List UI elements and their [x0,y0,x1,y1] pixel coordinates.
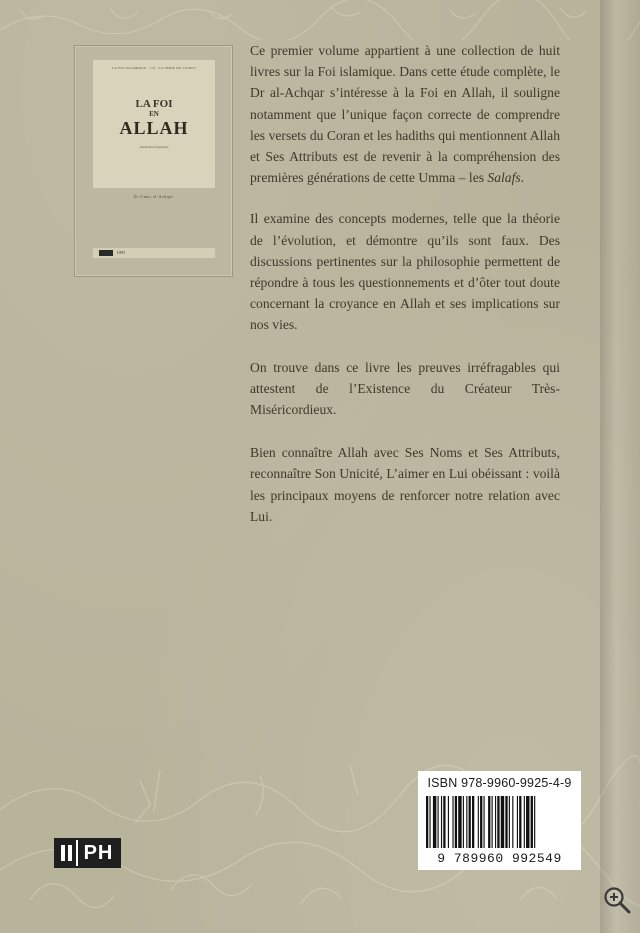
barcode-bar [472,796,474,848]
spine-edge [600,0,640,933]
iiph-logo [54,838,121,868]
logo-bar [61,845,65,861]
barcode-bar [443,796,445,848]
decorative-pattern-top [0,0,640,40]
front-cover-thumbnail [74,45,233,277]
barcode-bar [458,796,461,848]
barcode-bar [452,796,453,848]
barcode-bar [501,796,504,848]
blurb-p1-italic: Salafs [487,170,521,186]
back-cover-blurb [250,40,560,548]
blurb-paragraph-3: On trouve dans ce livre les preuves irréfragables qui attestent de l’Existence du Créateur Très-Miséricordieux. [250,359,560,418]
barcode-bar [433,796,436,848]
barcode-bar [534,796,535,848]
thumbnail-publisher-logo [99,250,113,256]
logo-bar [68,845,72,861]
barcode-bar [509,796,510,848]
barcode-bar [448,796,449,848]
blurb-paragraph-2: Il examine des concepts modernes, telle que la théorie de l’évolution, et démontre qu’ils sont faux. Des discussions pertinentes sur la philosophie permettent de répondre à tous les questionnements et d’ôter tout doute concernant la croyance en Allah et ses implications sur nos vies. [250,211,560,333]
isbn-barcode-panel [418,771,581,870]
thumbnail-title-line3: ALLAH [119,118,189,138]
thumbnail-publisher: IIPH [117,250,125,255]
barcode [426,796,573,848]
thumbnail-title-line1: LA FOI [135,98,173,110]
barcode-bar [438,796,439,848]
logo-bars [56,840,76,866]
blurb-p1-text: Ce premier volume appartient à une collection de huit livres sur la Foi islamique. Dans cette étude complète, le Dr al-Achqar s’intéresse à la Foi en Allah, il souligne notamment que l’unique façon correcte de comprendre les versets du Coran et les hadiths qui mentionnent Allah et Ses Attributs est de revenir à la compréhension des premières générations de cette Umma – les [250,43,560,186]
blurb-p1-end: . [520,170,525,186]
barcode-bar [478,796,479,848]
barcode-bar [517,796,518,848]
zoom-in-icon[interactable] [597,880,637,920]
blurb-paragraph-1 [250,40,560,188]
blurb-paragraph-4: Bien connaître Allah avec Ses Noms et Ses Attributs, reconnaître Son Unicité, L’aimer en Lui obéissant : voilà les principaux moyens de renforcer notre relation avec Lui. [250,445,560,524]
thumbnail-title-panel [93,60,215,188]
isbn-digits: 9 789960 992549 [437,851,562,866]
barcode-bar [531,796,533,848]
barcode-bar [488,796,490,848]
logo-text: PH [76,840,119,866]
barcode-bar [466,796,467,848]
thumbnail-subtitle: Traduction française [139,145,169,149]
barcode-bar [455,796,457,848]
barcode-bar [429,796,430,848]
thumbnail-footer [93,248,215,258]
barcode-bar [524,796,525,848]
barcode-bar [469,796,471,848]
barcode-bar [463,796,464,848]
barcode-bar [441,796,442,848]
barcode-bar [492,796,493,848]
barcode-bar [497,796,499,848]
barcode-bar [426,796,428,848]
barcode-bar [512,796,513,848]
isbn-label: ISBN 978-9960-9925-4-9 [427,776,572,790]
barcode-bar [484,796,485,848]
barcode-bar [519,796,521,848]
barcode-bar [495,796,496,848]
thumbnail-title-line2: EN [149,110,159,118]
thumbnail-author: Dr Umar al-Achqar [133,194,174,199]
barcode-bar [505,796,507,848]
barcode-bar [480,796,482,848]
barcode-bar [526,796,529,848]
thumbnail-series: LA FOI ISLAMIQUE · 1/8 · LA SERIE DE LIVRES [112,66,196,70]
